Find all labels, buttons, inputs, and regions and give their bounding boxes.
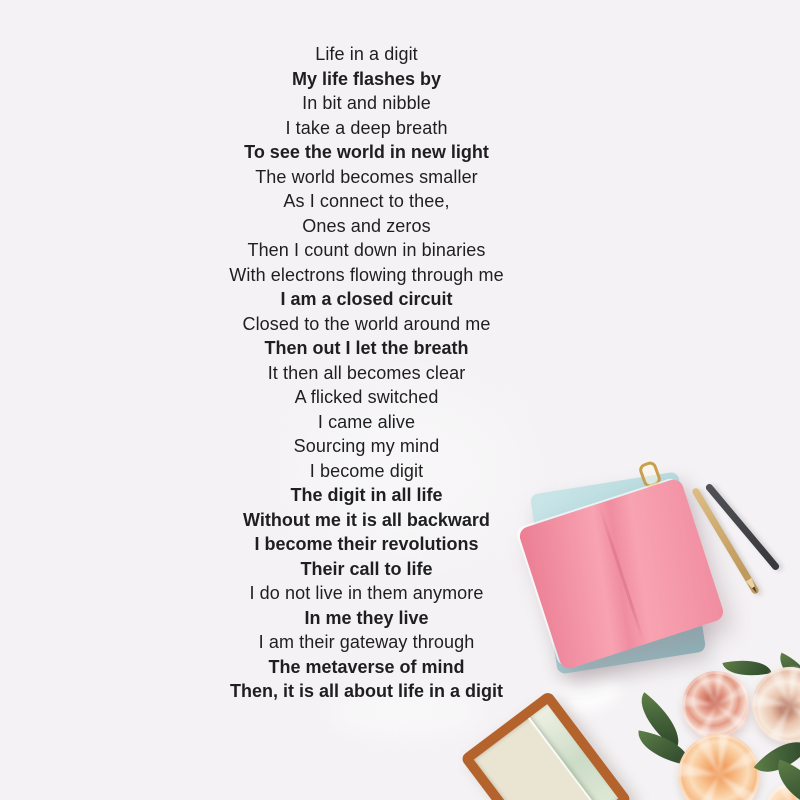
clipboard-strip bbox=[528, 704, 618, 800]
poem-line: The digit in all life bbox=[290, 485, 443, 505]
rose-peach bbox=[678, 734, 760, 800]
poem-line: I become digit bbox=[309, 460, 424, 481]
poem-line: Without me it is all backward bbox=[243, 509, 490, 530]
poem-line: In me they live bbox=[304, 607, 429, 628]
poem-line: Ones and zeros bbox=[302, 215, 431, 236]
poem-line: Life in a digit bbox=[315, 44, 418, 64]
poem-line: As I connect to thee, bbox=[283, 191, 450, 211]
rose-cream bbox=[752, 667, 800, 743]
pencil-tip bbox=[745, 578, 759, 595]
poem-line: I become their revolutions bbox=[254, 534, 479, 554]
poem-line: I take a deep breath bbox=[285, 117, 448, 138]
poem-line: The metaverse of mind bbox=[268, 656, 465, 677]
poem-line: Their call to life bbox=[300, 558, 433, 579]
poem-line: I came alive bbox=[317, 411, 416, 432]
poem-line: It then all becomes clear bbox=[267, 362, 466, 383]
poem-line: The world becomes smaller bbox=[255, 166, 478, 187]
poem-line: With electrons flowing through me bbox=[229, 264, 504, 285]
poem-line: I am their gateway through bbox=[258, 632, 475, 652]
poem-line: Then I count down in binaries bbox=[247, 240, 486, 260]
poem bbox=[0, 42, 733, 704]
poem-line: A flicked switched bbox=[294, 387, 439, 407]
poem-line: My life flashes by bbox=[291, 68, 442, 89]
poem-line: Sourcing my mind bbox=[293, 436, 440, 456]
poem-line: I do not live in them anymore bbox=[249, 583, 484, 603]
brown-clipboard bbox=[460, 690, 632, 800]
poem-line: I am a closed circuit bbox=[280, 289, 453, 309]
poem-line: Closed to the world around me bbox=[242, 313, 491, 334]
poem-line: To see the world in new light bbox=[244, 142, 489, 162]
poem-line: Then out I let the breath bbox=[264, 338, 469, 358]
poem-line: In bit and nibble bbox=[302, 93, 431, 113]
poem-line: Then, it is all about life in a digit bbox=[229, 681, 503, 701]
